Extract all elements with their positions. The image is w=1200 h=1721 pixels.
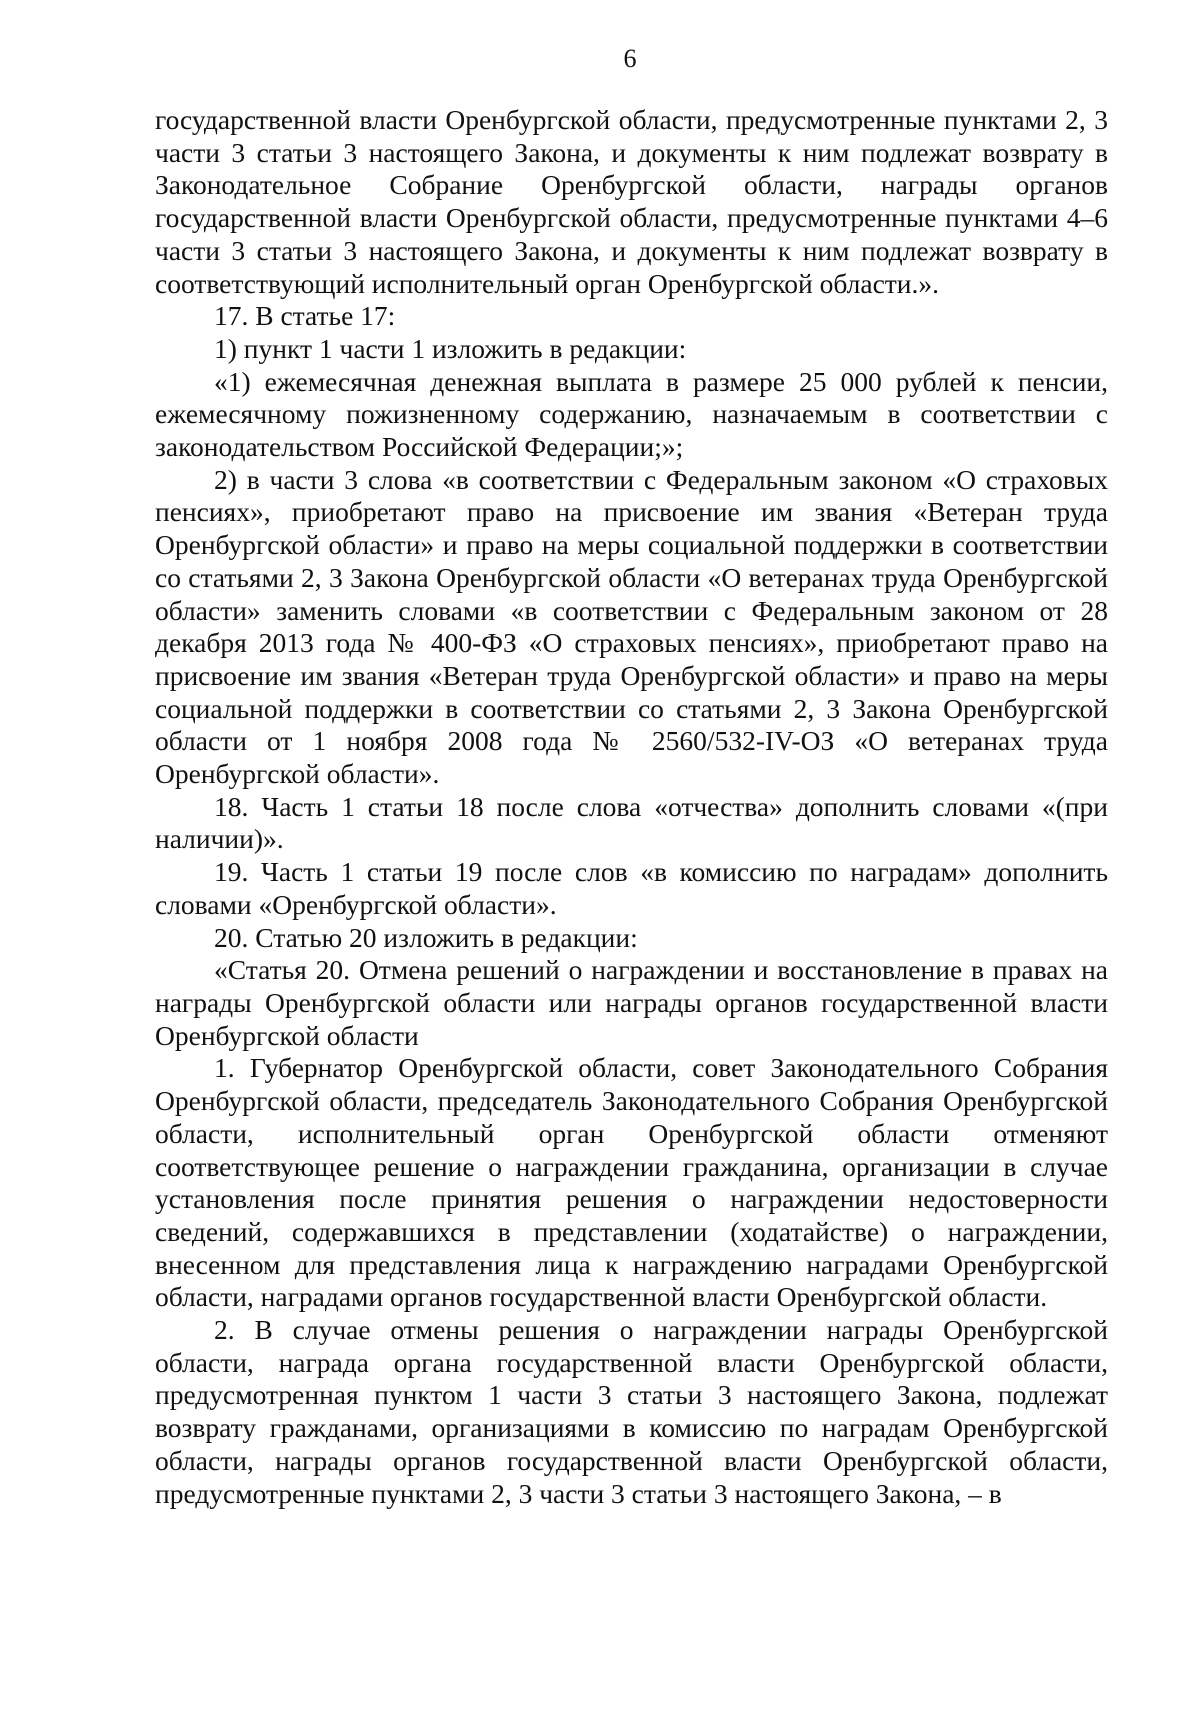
document-body bbox=[155, 104, 1108, 1510]
page-number: 6 bbox=[623, 44, 637, 73]
article-20-heading: «Статья 20. Отмена решений о награждении и восстановление в правах на награды Оренбургской области или награды органов государственной власти Оренбургской области bbox=[155, 954, 1108, 1051]
article-20-part-2: 2. В случае отмены решения о награждении награды Оренбургской области, награда органа государственной власти Оренбургской области, предусмотренная пунктом 1 части 3 статьи 3 настоящего Закона, подлежат возврату гражданами, организациями в комиссию по наградам Оренбургской области, награды органов государственной власти Оренбургской области, предусмотренные пунктами 2, 3 части 3 статьи 3 настоящего Закона, – в bbox=[155, 1314, 1108, 1509]
paragraph-item-17-1: 1) пункт 1 части 1 изложить в редакции: bbox=[214, 332, 687, 364]
paragraph-item-20: 20. Статью 20 изложить в редакции: bbox=[214, 921, 638, 953]
article-20-part-1: 1. Губернатор Оренбургской области, совет Законодательного Собрания Оренбургской области, председатель Законодательного Собрания Оренбургской области, исполнительный орган Оренбургской области отменяют соответствующее решение о награждении гражданина, организации в случае установления после принятия решения о награждении недостоверности сведений, содержавшихся в представлении (ходатайстве) о награждении, внесенном для представления лица к награждению наградами Оренбургской области, наградами органов государственной власти Оренбургской области. bbox=[155, 1052, 1108, 1313]
paragraph-item-17-2: 2) в части 3 слова «в соответствии с Федеральным законом «О страховых пенсиях», приобретают право на присвоение им звания «Ветеран труда Оренбургской области» и право на меры социальной поддержки в соответствии со статьями 2, 3 Закона Оренбургской области «О ветеранах труда Оренбургской области» заменить словами «в соответствии с Федеральным законом от 28 декабря 2013 года № 400-ФЗ «О страховых пенсиях», приобретают право на присвоение им звания «Ветеран труда Оренбургской области» и право на меры социальной поддержки в соответствии со статьями 2, 3 Закона Оренбургской области от 1 ноября 2008 года № 2560/532-IV-ОЗ «О ветеранах труда Оренбургской области». bbox=[155, 463, 1108, 790]
paragraph-item-17: 17. В статье 17: bbox=[214, 300, 396, 332]
paragraph-item-19: 19. Часть 1 статьи 19 после слов «в комиссию по наградам» дополнить словами «Оренбургской области». bbox=[155, 856, 1108, 920]
paragraph-item-17-1-text: «1) ежемесячная денежная выплата в размере 25 000 рублей к пенсии, ежемесячному пожизненному содержанию, назначаемым в соответствии с законодательством Российской Федерации;»; bbox=[155, 365, 1108, 463]
paragraph-item-18: 18. Часть 1 статьи 18 после слова «отчества» дополнить словами «(при наличии)». bbox=[155, 790, 1108, 855]
paragraph-continuation: государственной власти Оренбургской области, предусмотренные пунктами 2, 3 части 3 статьи 3 настоящего Закона, и документы к ним подлежат возврату в Законодательное Собрание Оренбургской области, награды органов государственной власти Оренбургской области, предусмотренные пунктами 4–6 части 3 статьи 3 настоящего Закона, и документы к ним подлежат возврату в соответствующий исполнительный орган Оренбургской области.». bbox=[155, 104, 1108, 299]
